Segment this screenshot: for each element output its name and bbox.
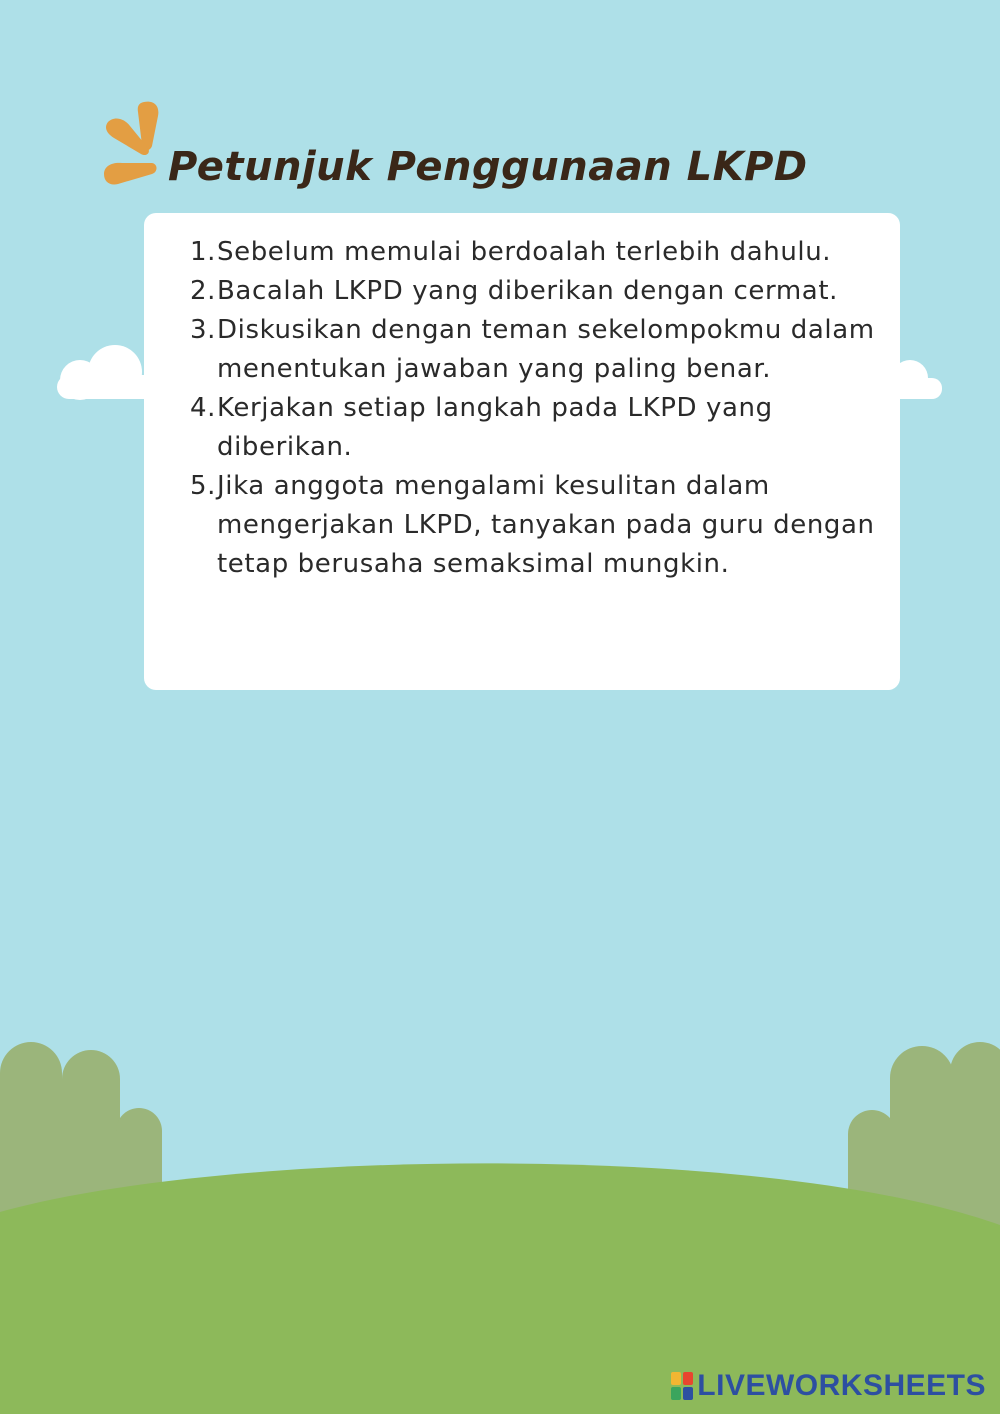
cloud-left: [57, 345, 157, 400]
instruction-text: Diskusikan dengan teman sekelompokmu dalam menentukan jawaban yang paling benar.: [217, 315, 875, 384]
instruction-text: Sebelum memulai berdoalah terlebih dahulu.: [217, 237, 832, 267]
instruction-text: Kerjakan setiap langkah pada LKPD yang diberikan.: [217, 393, 773, 462]
title-block: [100, 100, 900, 200]
liveworksheets-logo[interactable]: [671, 1368, 986, 1404]
page-title: Petunjuk Penggunaan LKPD: [168, 144, 808, 190]
instruction-item: [182, 467, 882, 584]
instruction-number: 3.: [189, 315, 216, 345]
instruction-number: 4.: [189, 393, 216, 423]
liveworksheets-logo-text: LIVEWORKSHEETS: [697, 1369, 986, 1402]
instruction-number: 1.: [189, 237, 216, 267]
liveworksheets-logo-icon: [671, 1372, 693, 1400]
instruction-item: [182, 389, 882, 467]
instructions-list: [182, 233, 882, 584]
instruction-number: 2.: [189, 276, 216, 306]
instructions-card: [144, 213, 900, 690]
instruction-number: 5.: [189, 471, 216, 501]
instruction-text: Jika anggota mengalami kesulitan dalam mengerjakan LKPD, tanyakan pada guru dengan tetap berusaha semaksimal mungkin.: [217, 471, 875, 579]
instruction-item: [182, 272, 882, 311]
instruction-item: [182, 311, 882, 389]
instruction-text: Bacalah LKPD yang diberikan dengan cermat.: [217, 276, 838, 306]
instruction-item: [182, 233, 882, 272]
